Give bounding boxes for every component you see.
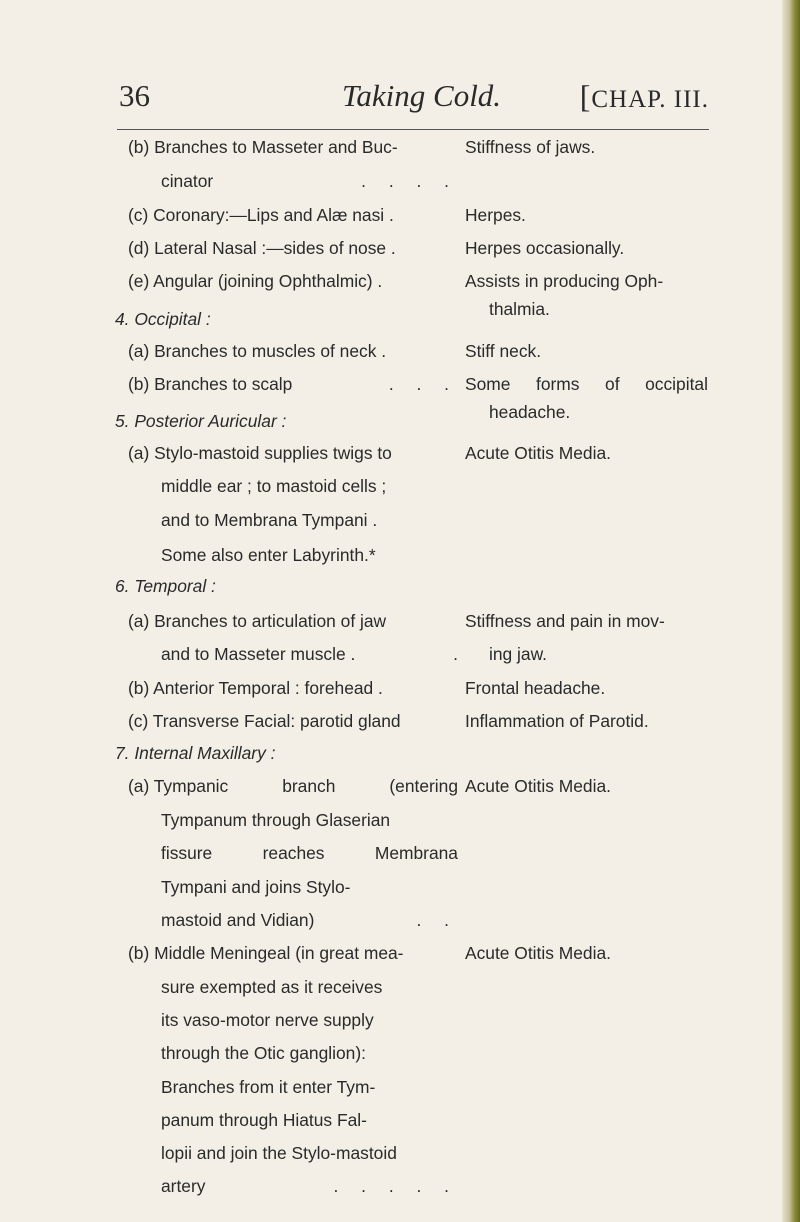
left-line: (c) Coronary:—Lips and Alæ nasi . (128, 205, 394, 225)
left-line: panum through Hiatus Fal- (161, 1110, 367, 1130)
right-text: forms (536, 374, 580, 394)
right-text: Some (465, 374, 511, 394)
left-line: and to Membrana Tympani . (161, 510, 378, 530)
left-text: Membrana (374, 843, 458, 863)
left-line (161, 1176, 458, 1197)
right-line: Stiffness and pain in mov- (465, 611, 665, 631)
right-line: thalmia. (489, 299, 550, 319)
left-line: Branches from it enter Tym- (161, 1077, 376, 1097)
left-line: (a) Branches to muscles of neck . (128, 341, 387, 361)
left-line: (a) Stylo-mastoid supplies twigs to (128, 443, 392, 463)
left-line (128, 374, 458, 395)
left-text: fissure (161, 843, 213, 863)
leader-dots: . . . . (361, 171, 458, 191)
right-line: Stiff neck. (465, 341, 542, 361)
left-line: its vaso-motor nerve supply (161, 1010, 374, 1030)
section-heading: 7. Internal Maxillary : (115, 743, 276, 763)
left-text: reaches (262, 843, 325, 863)
right-line: Acute Otitis Media. (465, 943, 611, 963)
left-line (161, 843, 458, 864)
left-text: (b) Branches to scalp (128, 374, 293, 394)
leader-dots: . . . (388, 374, 458, 394)
left-text: (a) Tympanic (128, 776, 229, 796)
left-text: cinator (161, 171, 214, 191)
section-heading: 6. Temporal : (115, 576, 216, 596)
left-line: Some also enter Labyrinth.* (161, 545, 376, 565)
leader-dots: . . (416, 910, 458, 930)
chapter-label (580, 78, 709, 115)
running-title: Taking Cold. (342, 78, 502, 113)
chapter-bracket: [ (579, 78, 592, 114)
right-line: ing jaw. (489, 644, 548, 664)
left-line: (b) Middle Meningeal (in great mea- (128, 943, 404, 963)
page-number: 36 (119, 78, 150, 113)
left-line (161, 644, 458, 665)
left-line: (a) Branches to articulation of jaw (128, 611, 387, 631)
left-text: (entering (389, 776, 458, 796)
left-line (161, 171, 458, 192)
left-line: (d) Lateral Nasal :—sides of nose . (128, 238, 396, 258)
left-text: artery (161, 1176, 206, 1196)
left-line: (e) Angular (joining Ophthalmic) . (128, 271, 383, 291)
right-line (465, 374, 708, 395)
right-line: Acute Otitis Media. (465, 776, 611, 796)
right-line: Assists in producing Oph- (465, 271, 664, 291)
section-heading: 5. Posterior Auricular : (115, 411, 287, 431)
left-line: (b) Anterior Temporal : forehead . (128, 678, 383, 698)
left-text: and to Masseter muscle . (161, 644, 356, 664)
right-line: headache. (489, 402, 571, 422)
section-heading: 4. Occipital : (115, 309, 211, 329)
leader-dots: . . . . . (333, 1176, 458, 1196)
left-line: Tympani and joins Stylo- (161, 877, 351, 897)
left-line (128, 776, 458, 797)
right-line: Inflammation of Parotid. (465, 711, 649, 731)
right-line: Acute Otitis Media. (465, 443, 611, 463)
left-line (161, 910, 458, 931)
left-line: (c) Transverse Facial: parotid gland (128, 711, 401, 731)
page-edge (782, 0, 800, 1222)
leader-dots: . (453, 644, 458, 664)
right-text: of (605, 374, 620, 394)
running-header (117, 78, 709, 128)
left-line: sure exempted as it receives (161, 977, 383, 997)
left-text: mastoid and Vidian) (161, 910, 315, 930)
chapter-text: CHAP. III. (591, 86, 709, 113)
right-line: Herpes. (465, 205, 526, 225)
left-text: branch (282, 776, 336, 796)
right-text: occipital (645, 374, 708, 394)
right-line: Frontal headache. (465, 678, 606, 698)
left-line: middle ear ; to mastoid cells ; (161, 476, 387, 496)
right-line: Stiffness of jaws. (465, 137, 596, 157)
left-line: Tympanum through Glaserian (161, 810, 391, 830)
left-line: lopii and join the Stylo-mastoid (161, 1143, 397, 1163)
right-line: Herpes occasionally. (465, 238, 625, 258)
left-line: through the Otic ganglion): (161, 1043, 366, 1063)
left-line: (b) Branches to Masseter and Buc- (128, 137, 398, 157)
header-rule (117, 129, 709, 130)
